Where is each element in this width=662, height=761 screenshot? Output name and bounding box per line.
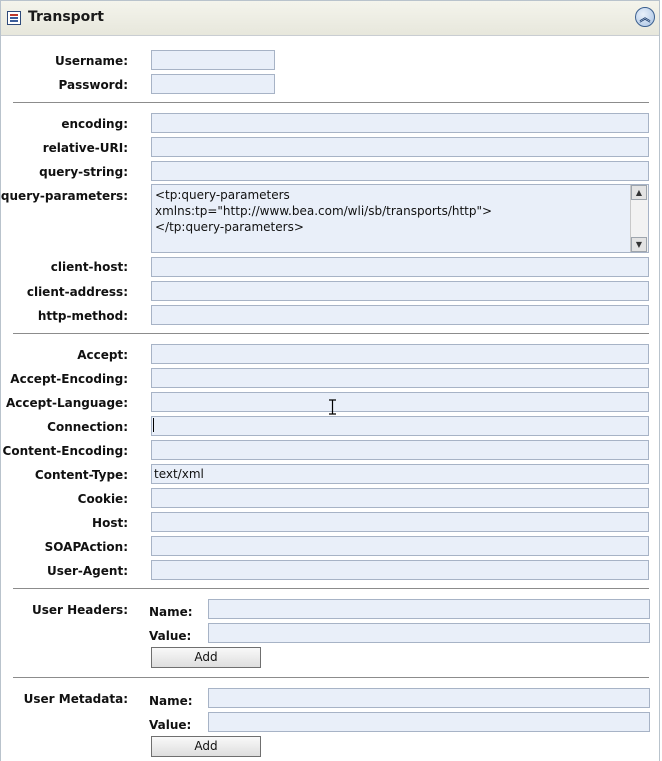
client-address-input[interactable] [151, 281, 649, 301]
content-encoding-label: Content-Encoding: [2, 444, 128, 458]
user-header-name-input[interactable] [208, 599, 650, 619]
user-agent-input[interactable] [151, 560, 649, 580]
accept-language-label: Accept-Language: [5, 396, 128, 410]
user-metadata-name-input[interactable] [208, 688, 650, 708]
vertical-scrollbar[interactable] [630, 185, 648, 252]
client-host-label: client-host: [50, 260, 128, 274]
ibeam-cursor-icon [328, 399, 337, 415]
accept-encoding-label: Accept-Encoding: [10, 372, 128, 386]
client-host-input[interactable] [151, 257, 649, 277]
divider [13, 102, 649, 103]
connection-input[interactable] [151, 416, 649, 436]
panel-title: Transport [28, 9, 104, 25]
content-type-label: Content-Type: [34, 468, 128, 482]
document-icon [7, 11, 21, 25]
accept-label: Accept: [77, 348, 128, 362]
host-label: Host: [92, 516, 128, 530]
divider [13, 677, 649, 678]
http-method-label: http-method: [37, 309, 128, 323]
password-input[interactable] [151, 74, 275, 94]
user-headers-label: User Headers: [32, 603, 128, 617]
relative-uri-input[interactable] [151, 137, 649, 157]
query-string-label: query-string: [39, 165, 128, 179]
client-address-label: client-address: [26, 285, 128, 299]
query-parameters-text: <tp:query-parameters xmlns:tp="http://www.bea.com/wli/sb/transports/http"> </tp:query-parameters> [155, 188, 493, 234]
divider [13, 333, 649, 334]
divider [13, 588, 649, 589]
content-type-input[interactable] [151, 464, 649, 484]
arrow-down-icon: ▼ [635, 240, 643, 249]
add-user-metadata-button[interactable]: Add [151, 736, 261, 757]
panel-header [1, 1, 659, 36]
user-metadata-value-input[interactable] [208, 712, 650, 732]
soapaction-label: SOAPAction: [44, 540, 128, 554]
add-user-header-button[interactable]: Add [151, 647, 261, 668]
user-header-name-label: Name: [149, 605, 193, 619]
user-metadata-value-label: Value: [149, 718, 192, 732]
encoding-input[interactable] [151, 113, 649, 133]
user-header-value-input[interactable] [208, 623, 650, 643]
username-label: Username: [54, 54, 128, 68]
connection-label: Connection: [47, 420, 128, 434]
soapaction-input[interactable] [151, 536, 649, 556]
password-label: Password: [58, 78, 128, 92]
accept-encoding-input[interactable] [151, 368, 649, 388]
user-header-value-label: Value: [149, 629, 192, 643]
cookie-label: Cookie: [77, 492, 128, 506]
accept-input[interactable] [151, 344, 649, 364]
relative-uri-label: relative-URI: [42, 141, 128, 155]
http-method-input[interactable] [151, 305, 649, 325]
text-caret [153, 418, 154, 432]
query-string-input[interactable] [151, 161, 649, 181]
user-metadata-label: User Metadata: [23, 692, 128, 706]
query-parameters-label: query-parameters: [0, 189, 128, 203]
cookie-input[interactable] [151, 488, 649, 508]
content-encoding-input[interactable] [151, 440, 649, 460]
accept-language-input[interactable] [151, 392, 649, 412]
user-agent-label: User-Agent: [46, 564, 128, 578]
scroll-up-button[interactable] [631, 185, 647, 200]
collapse-button[interactable] [635, 7, 655, 27]
encoding-label: encoding: [61, 117, 128, 131]
username-input[interactable] [151, 50, 275, 70]
user-metadata-name-label: Name: [149, 694, 193, 708]
host-input[interactable] [151, 512, 649, 532]
arrow-up-icon: ▲ [635, 188, 643, 197]
scroll-down-button[interactable] [631, 237, 647, 252]
query-parameters-textarea[interactable] [151, 184, 649, 253]
double-chevron-up-icon: ︽ [639, 10, 651, 24]
